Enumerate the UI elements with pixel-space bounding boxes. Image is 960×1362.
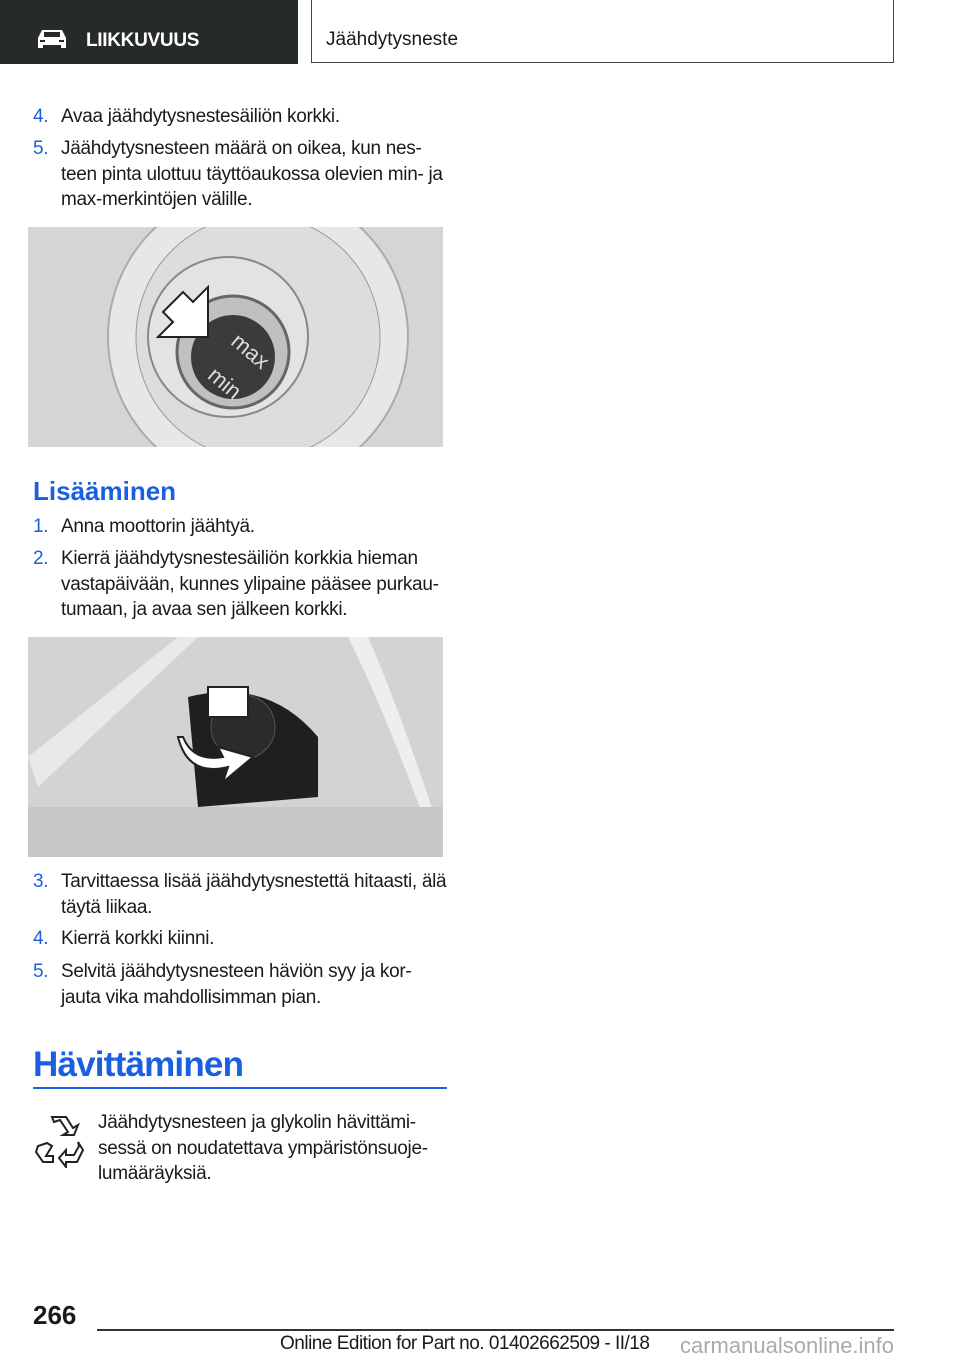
- step-number: 3.: [33, 871, 49, 892]
- section-tab: [0, 0, 298, 64]
- list-item: [33, 926, 453, 952]
- step-number: 1.: [33, 516, 49, 537]
- page-number: 266: [33, 1300, 77, 1330]
- step-text: Tarvittaessa lisää jäähdytysnestettä hitaasti, älä täytä liikaa.: [61, 871, 447, 918]
- list-item: [33, 546, 453, 623]
- step-number: 5.: [33, 138, 49, 159]
- step-text: Kierrä jäähdytysnestesäiliön korkkia hieman vastapäivään, kunnes ylipaine pääsee purkau-tumaan, ja avaa sen jälkeen korkki.: [61, 548, 439, 620]
- step-text: Selvitä jäähdytysnesteen häviön syy ja kor-jauta vika mahdollisimman pian.: [61, 961, 412, 1008]
- list-item: [33, 959, 433, 1010]
- step-text: Kierrä korkki kiinni.: [61, 928, 215, 949]
- list-item: [33, 869, 453, 920]
- list-item: [33, 136, 451, 213]
- watermark: carmanualsonline.info: [680, 1333, 895, 1358]
- heading-rule: [33, 1087, 447, 1089]
- section-heading: Hävittäminen: [33, 1045, 244, 1084]
- figure-filler-cap: [28, 227, 443, 447]
- disposal-note: Jäähdytysnesteen ja glykolin hävittämi-sessä on noudatettava ympäristönsuoje-lumääräyksiä.: [98, 1112, 428, 1184]
- figure-open-cap: [28, 637, 443, 857]
- step-text: Avaa jäähdytysnestesäiliön korkki.: [61, 106, 340, 127]
- step-number: 5.: [33, 961, 49, 982]
- step-text: Anna moottorin jäähtyä.: [61, 516, 255, 537]
- list-item: [33, 104, 453, 130]
- topic-tab: [311, 0, 894, 63]
- subheading: Lisääminen: [33, 476, 177, 506]
- step-number: 4.: [33, 928, 49, 949]
- step-text: Jäähdytysnesteen määrä on oikea, kun nes-teen pinta ulottuu täyttöaukossa olevien min- ja max-merkintöjen välille.: [61, 138, 443, 210]
- recycle-icon: [34, 1116, 86, 1168]
- section-title: LIIKKUVUUS: [86, 30, 200, 51]
- rotate-arrow-icon: [208, 687, 248, 717]
- list-item: [33, 514, 453, 540]
- min-label: min: [203, 362, 247, 404]
- step-number: 4.: [33, 106, 49, 127]
- max-label: max: [226, 328, 275, 375]
- topic-title: Jäähdytysneste: [326, 29, 459, 50]
- footer-rule: [97, 1329, 894, 1331]
- car-icon: [36, 28, 68, 50]
- edition-text: Online Edition for Part no. 01402662509 - II/18: [280, 1333, 650, 1354]
- step-number: 2.: [33, 548, 49, 569]
